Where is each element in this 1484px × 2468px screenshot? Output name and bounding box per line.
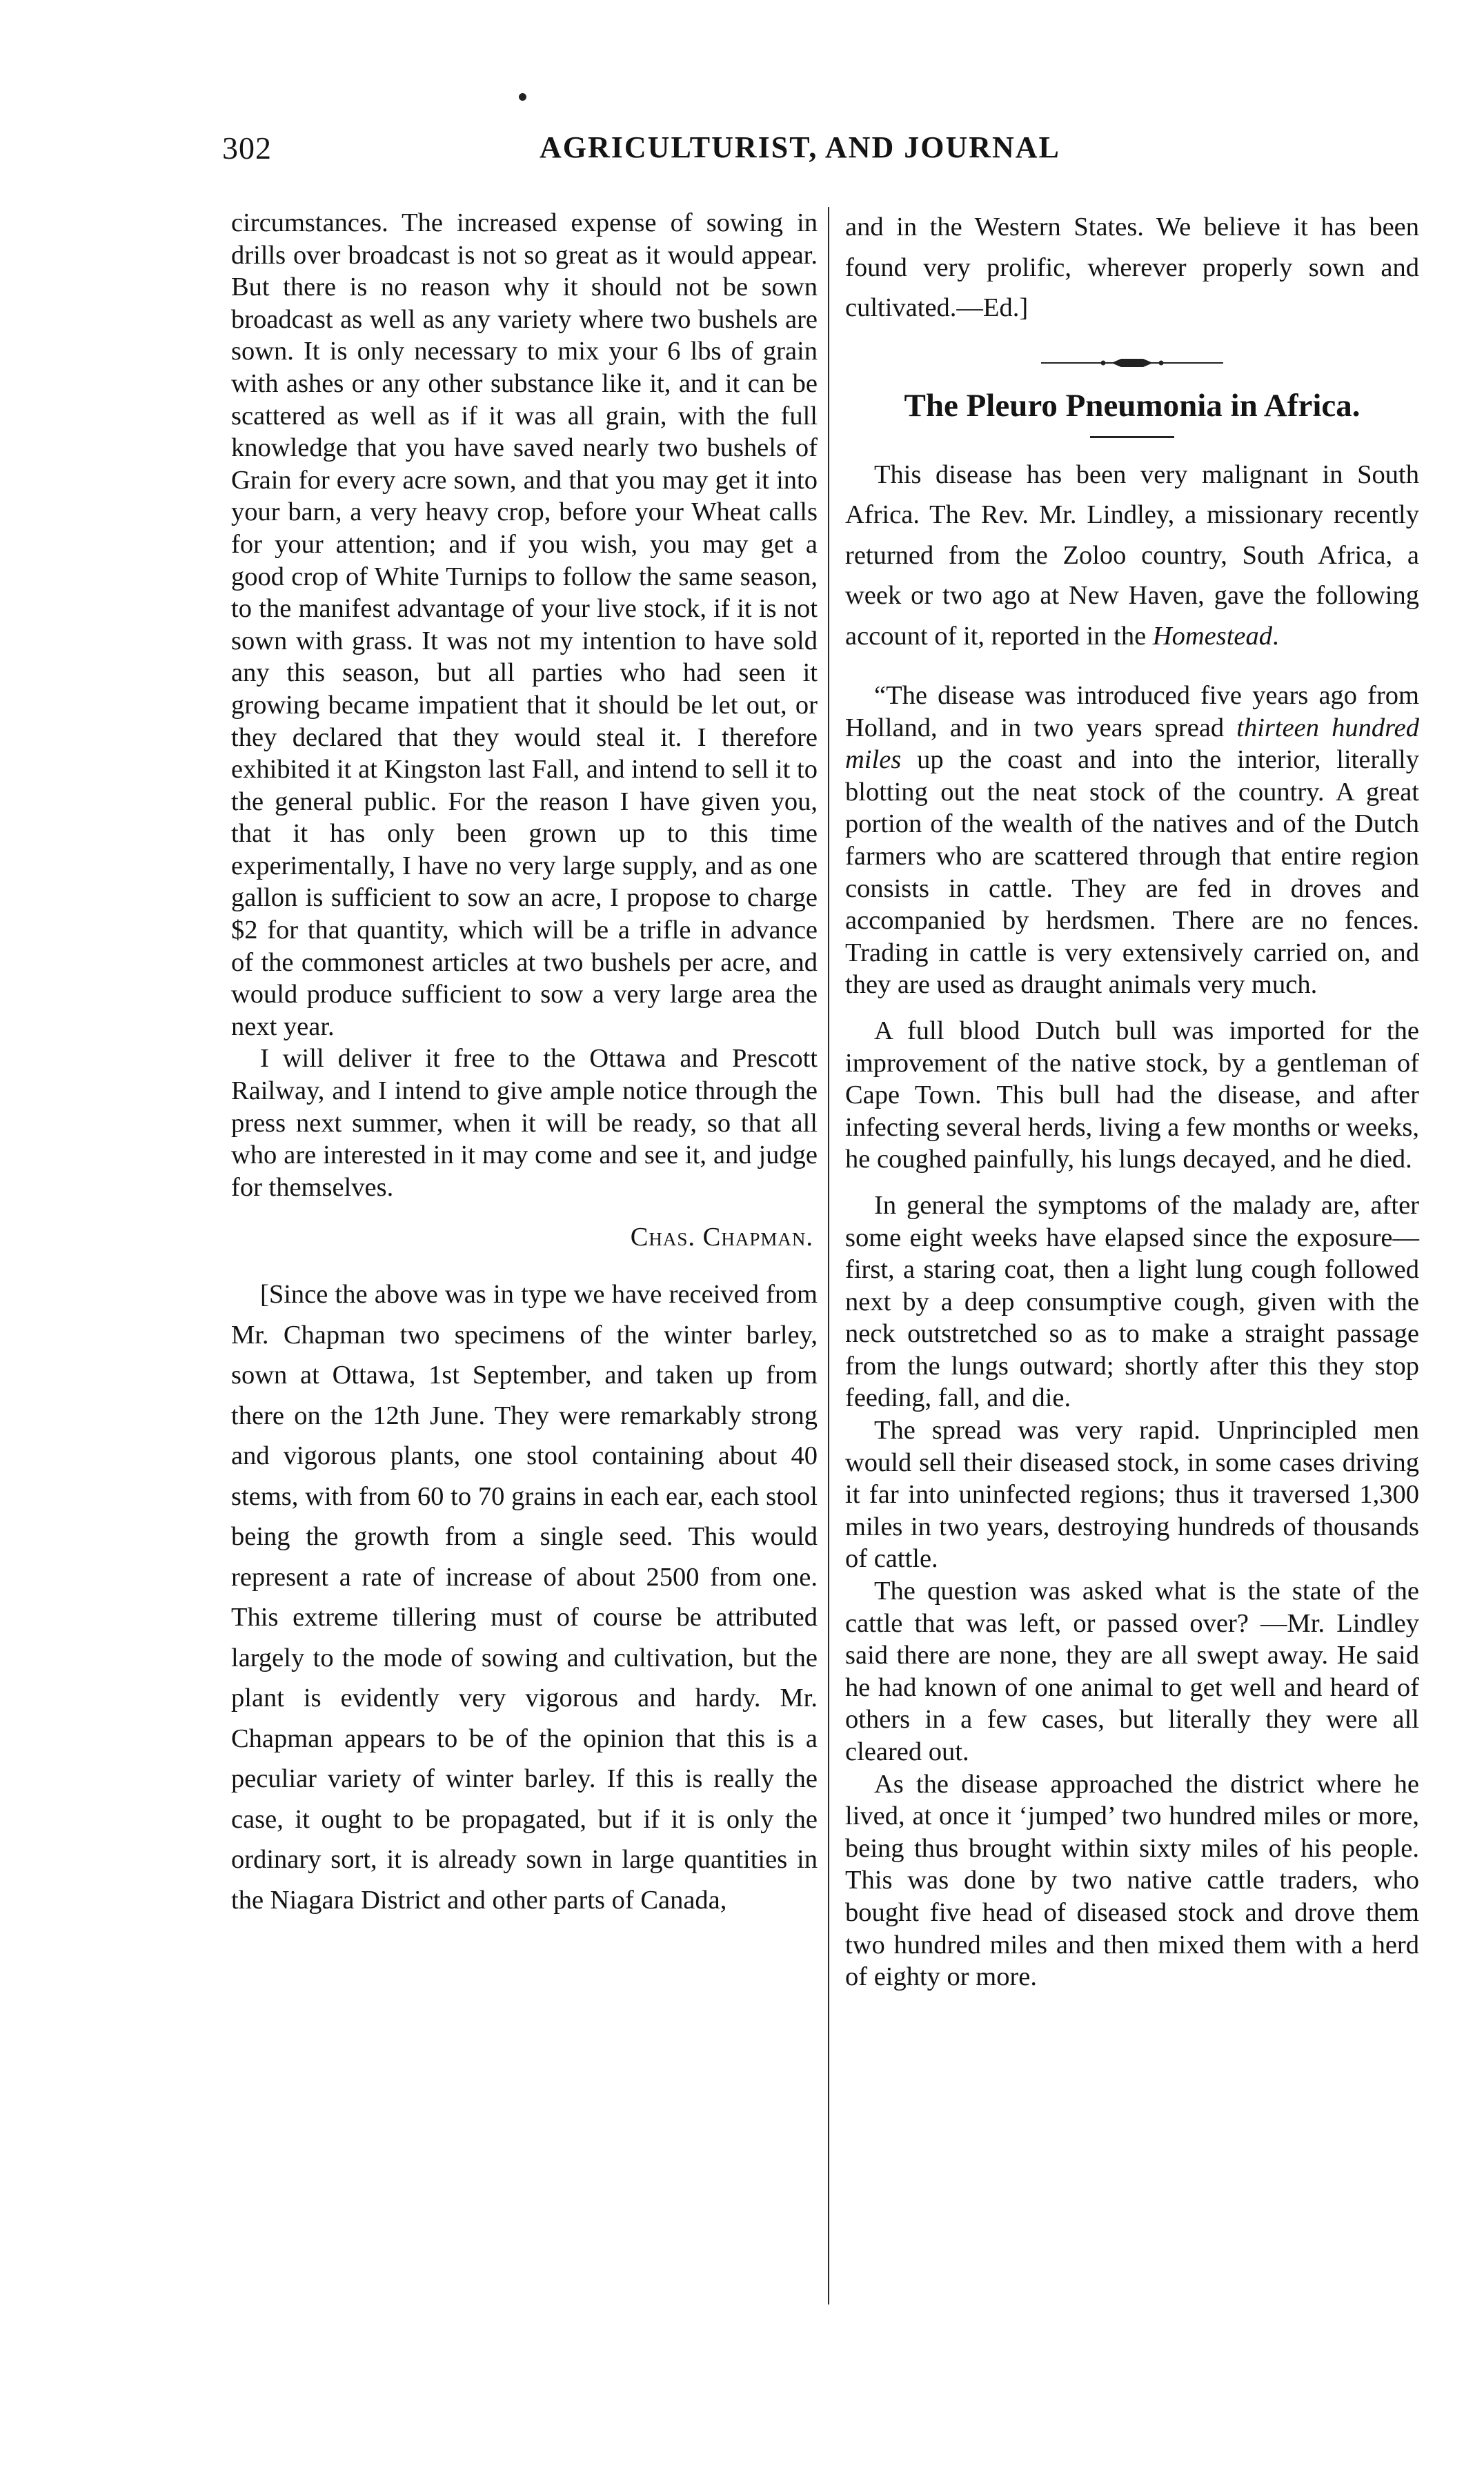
intro-paragraph (845, 455, 1419, 657)
left-column (231, 207, 818, 1920)
symptoms-paragraph: In general the symptoms of the malady are, after some eight weeks have elapsed since the exposure—first, a staring coat, then a light lung cough followed next by a deep consumptive cough, given with the neck outstretched so as to make a straight passage from the lungs outward; shortly after this they stop feeding, fall, and die. (845, 1190, 1419, 1413)
page-number: 302 (222, 130, 272, 166)
quote-text-end: up the coast and into the interior, literally blotting out the neat stock of the country. A great portion of the wealth of the natives and of the Dutch farmers who are scattered through that entire region consists in cattle. They are fed in droves and accompanied by herdsmen. There are no fences. Trading in cattle is very extensively carried on, and they are used as draught animals very much. (845, 745, 1419, 1000)
article-continuation-paragraph: circumstances. The increased expense of sowing in drills over broadcast is not so great as it would appear. But there is no reason why it should not be sown broadcast as well as any variety where two bushels are sown. It is only necessary to mix your 6 lbs of grain with ashes or any other substance like it, and it can be scattered as well as if it was all grain, with the full knowledge that you have saved nearly two bushels of Grain for every acre sown, and that you may get it into your barn, a very heavy crop, before your Wheat calls for your attention; and if you wish, you may get a good crop of White Turnips to follow the same season, to the manifest advantage of your live stock, if it is not sown with grass. It was not my intention to have sold any this season, but all parties who had seen it growing became impatient that it should be let out, or they declared that they would steal it. I therefore exhibited it at Kingston last Fall, and intend to sell it to the general public. For the reason I have given you, that it has only been grown up to this time experimentally, I have no very large supply, and as one gallon is sufficient to sow an acre, I propose to charge $2 for that quantity, which will be a trifle in advance of the commonest articles at two bushels per acre, and would produce sufficient to sow a very large area the next year. (231, 208, 818, 1041)
editor-note: [Since the above was in type we have received from Mr. Chapman two specimens of the winter barley, sown at Ottawa, 1st September, and taken up from there on the 12th June. They were remarkably strong and vigorous plants, one stool containing about 40 stems, with from 60 to 70 grains in each ear, each stool being the growth from a single seed. This would represent a rate of increase of about 2500 from one. This extreme tillering must of course be attributed largely to the mode of sowing and cultivation, but the plant is evidently very vigorous and hardy. Mr. Chapman appears to be of the opinion that this is a peculiar variety of winter barley. If this is really the case, it ought to be propagated, but if it is only the ordinary sort, it is already sown in large quantities in the Niagara District and other parts of Canada, (231, 1280, 818, 1915)
editor-note-end: and in the Western States. We believe it has been found very prolific, wherever properly sown and cultivated.—Ed.] (845, 213, 1419, 322)
intro-end: . (1272, 621, 1279, 651)
quote-text-start: “The disease was introduced five years ago from Holland, and in two years spread (845, 681, 1419, 742)
bull-paragraph: A full blood Dutch bull was imported for the improvement of the native stock, by a gentleman of Cape Town. This bull had the disease, and after infecting several herds, living a few months or weeks, he coughed painfully, his lungs decayed, and he died. (845, 1016, 1419, 1174)
district-paragraph: As the disease approached the district where he lived, at once it ‘jumped’ two hundred miles or more, being thus brought within sixty miles of his people. This was done by two native cattle traders, who bought five head of diseased stock and drove them two hundred miles and then mixed them with a herd of eighty or more. (845, 1769, 1419, 1992)
intro-text: This disease has been very malignant in South Africa. The Rev. Mr. Lindley, a missionary recently returned from the Zoloo country, South Africa, a week or two ago at New Haven, gave the following account of it, reported in the (845, 460, 1419, 651)
page-header (222, 130, 1436, 178)
running-head: AGRICULTURIST, AND JOURNAL (540, 130, 1060, 164)
right-column (845, 207, 1419, 1993)
print-speck (519, 93, 526, 101)
quote-paragraph (845, 680, 1419, 1001)
source-name: Homestead (1152, 621, 1273, 651)
delivery-paragraph: I will deliver it free to the Ottawa and Prescott Railway, and I intend to give ample notice through the press next summer, when it will be ready, so that all who are interested in it may come and see it, and judge for themselves. (231, 1044, 818, 1202)
headline-rule (1090, 436, 1174, 438)
column-rule (828, 207, 829, 2304)
ornament-divider (1036, 355, 1229, 371)
quote-emphasis: thirteen hundred miles (845, 713, 1420, 775)
spread-paragraph: The spread was very rapid. Unprincipled men would sell their diseased stock, in some cases driving it far into uninfected regions; thus it traversed 1,300 miles in two years, destroying hundreds of thousands of cattle. (845, 1416, 1419, 1574)
author-signature: Chas. Chapman. (630, 1223, 813, 1252)
question-paragraph: The question was asked what is the state of the cattle that was left, or passed over? —Mr. Lindley said there are none, they are all swept away. He said he had known of one animal to get well and heard of others in a few cases, but literally they were all cleared out. (845, 1577, 1419, 1766)
article-headline: The Pleuro Pneumonia in Africa. (904, 387, 1361, 424)
